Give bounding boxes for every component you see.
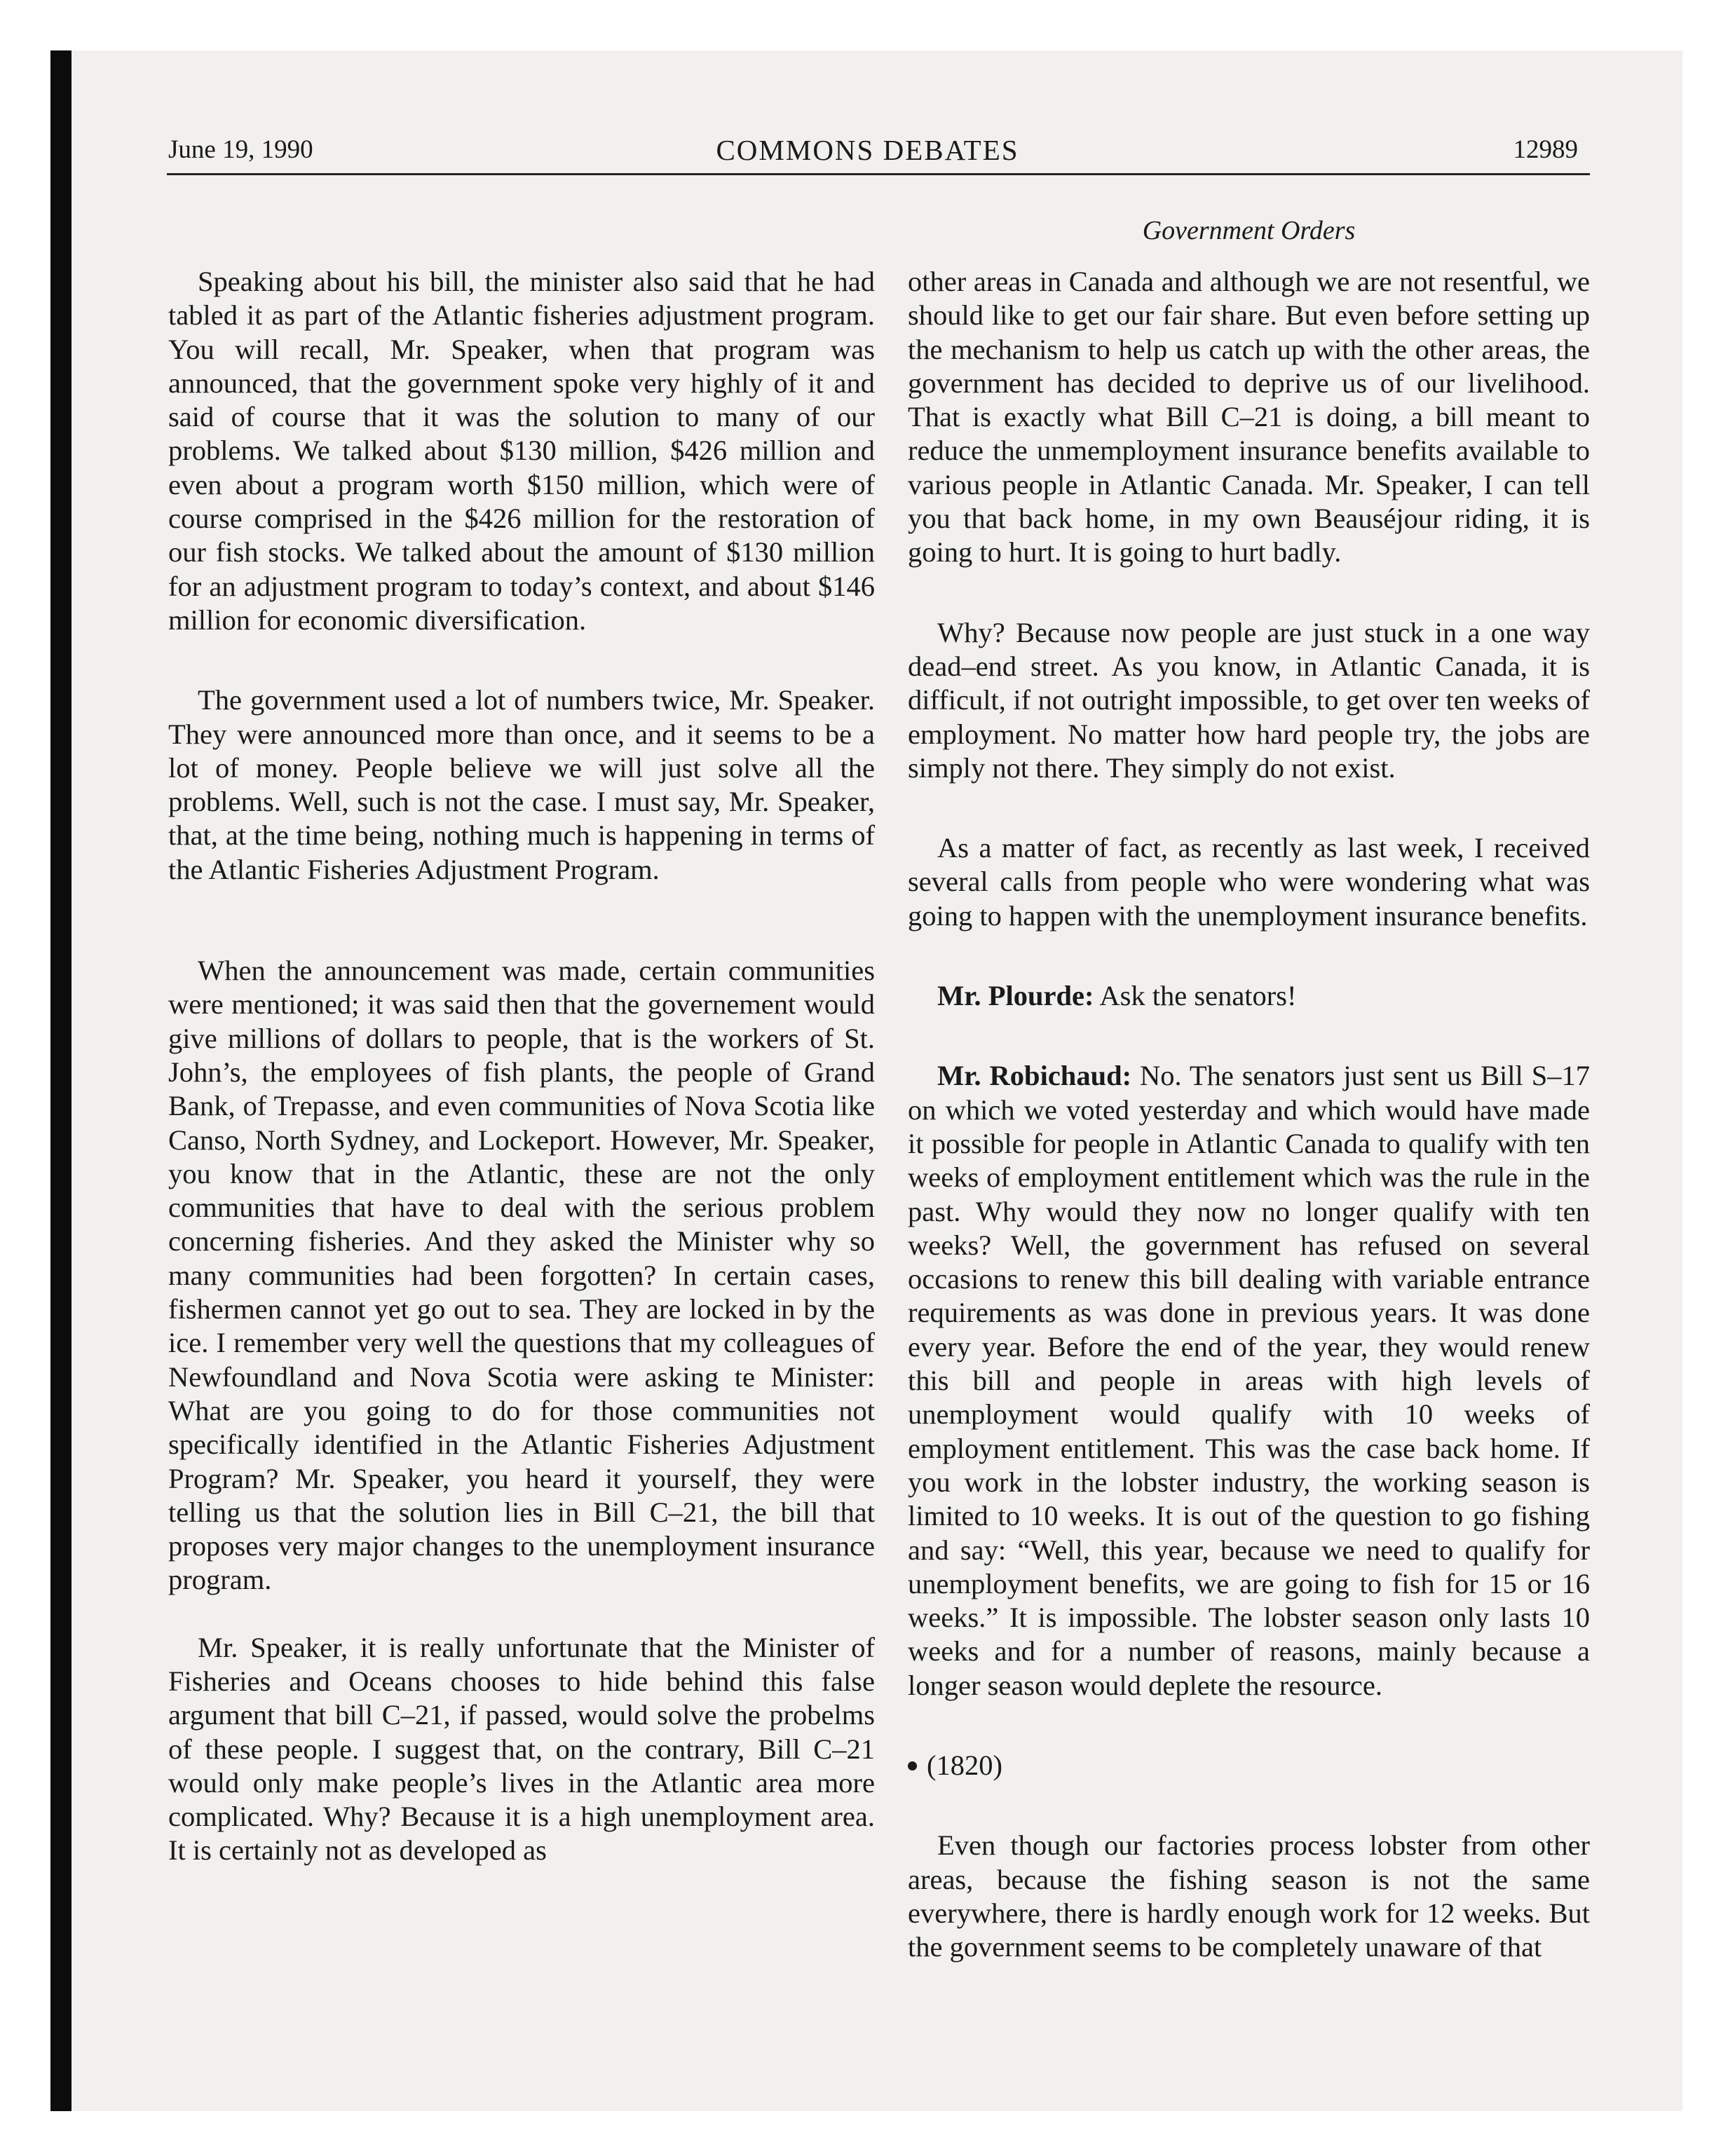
- bullet-icon: [908, 1761, 917, 1770]
- section-title: Government Orders: [1142, 216, 1356, 245]
- page-number: 12989: [1513, 135, 1578, 164]
- speaker-text: No. The senators just sent us Bill S–17 on which we voted yesterday and which would have made it possible for people in Atlantic Canada to qualify with ten weeks of employment entitlement which was the rule in the past. Why would they now no longer qualify with ten weeks? Well, the government has refused on several occasions to renew this bill dealing with variable entrance requirements as was done in previous years. It was done every year. Before the end of the year, they would renew this bill and people in areas with high levels of unemployment would qualify with 10 weeks of employment entitlement. This was the case back home. If you work in the lobster industry, the working season is limited to 10 weeks. It is out of the question to go fishing and say: “Well, this year, because we need to qualify for unemployment benefits, we are going to fish for 15 or 16 weeks.” It is impossible. The lobster season only lasts 10 weeks and for a number of reasons, mainly because a longer season would deplete the resource.: [908, 1060, 1590, 1701]
- paragraph: Mr. Speaker, it is really unfortunate that the Minister of Fisheries and Oceans chooses to hide behind this false argument that bill C–21, if passed, would solve the probelms of these people. I suggest that, on the contrary, Bill C–21 would only make people’s lives in the Atlantic area more complicated. Why? Because it is a high unemployment area. It is certainly not as developed as: [168, 1631, 875, 1867]
- time-marker-text: (1820): [927, 1749, 1002, 1781]
- paragraph: Why? Because now people are just stuck in a one way dead–end street. As you know, in Atlantic Canada, it is difficult, if not outright impossible, to get over ten weeks of employment. No matter how hard people try, the jobs are simply not there. They simply do not exist.: [908, 616, 1590, 784]
- paragraph: When the announcement was made, certain communities were mentioned; it was said then that the governement would give millions of dollars to people, that is the workers of St. John’s, the employees of fish plants, the people of Grand Bank, of Trepasse, and even communities of Nova Scotia like Canso, North Sydney, and Lockeport. However, Mr. Speaker, you know that in the Atlantic, these are not the only communities that have to deal with the serious problem concerning fisheries. And they asked the Minister why so many communities had been forgotten? In certain cases, fishermen cannot yet go out to sea. They are locked in by the ice. I remember very well the questions that my colleagues of Newfoundland and Nova Scotia were asking te Minister: What are you going to do for those communities not specifically identified in the Atlantic Fisheries Adjustment Program? Mr. Speaker, you heard it yourself, they were telling us that the solution lies in Bill C–21, the bill that proposes very major changes to the unemployment insurance program.: [168, 955, 875, 1596]
- header-rule: [167, 173, 1590, 175]
- paragraph: The government used a lot of numbers twice, Mr. Speaker. They were announced more than once, and it seems to be a lot of money. People believe we will just solve all the problems. Well, such is not the case. I must say, Mr. Speaker, that, at the time being, nothing much is happening in terms of the Atlantic Fisheries Adjustment Program.: [168, 684, 875, 885]
- speaker-turn: [908, 979, 1590, 1013]
- header-date: June 19, 1990: [168, 135, 313, 164]
- scan-edge-shadow: [50, 50, 72, 2111]
- header-title: COMMONS DEBATES: [716, 134, 1019, 166]
- right-column: [908, 265, 1590, 1964]
- speaker-turn: [908, 1059, 1590, 1703]
- paragraph: Even though our factories process lobster from other areas, because the fishing season is not the same everywhere, there is hardly enough work for 12 weeks. But the government seems to be completely unaware of that: [908, 1829, 1590, 1963]
- paragraph: Speaking about his bill, the minister also said that he had tabled it as part of the Atlantic fisheries adjustment program. You will recall, Mr. Speaker, when that program was announced, that the government spoke very highly of it and said of course that it was the solution to many of our problems. We talked about $130 million, $426 million and even about a program worth $150 million, which were of course comprised in the $426 million for the restoration of our fish stocks. We talked about the amount of $130 million for an adjustment program to today’s context, and about $146 million for economic diversification.: [168, 266, 875, 636]
- speaker-name: Mr. Robichaud:: [937, 1060, 1132, 1092]
- speaker-text: Ask the senators!: [1099, 980, 1297, 1012]
- speaker-name: Mr. Plourde:: [937, 980, 1094, 1012]
- left-column: [168, 265, 875, 1868]
- paragraph: other areas in Canada and although we are not resentful, we should like to get our fair share. But even before setting up the mechanism to help us catch up with the other areas, the government has decided to deprive us of our livelihood. That is exactly what Bill C–21 is doing, a bill meant to reduce the unmemployment insurance benefits available to various people in Atlantic Canada. Mr. Speaker, I can tell you that back home, in my own Beauséjour riding, it is going to hurt. It is going to hurt badly.: [908, 266, 1590, 568]
- paragraph: As a matter of fact, as recently as last week, I received several calls from people who were wondering what was going to happen with the unemployment insurance benefits.: [908, 832, 1590, 932]
- time-marker: [908, 1749, 1590, 1782]
